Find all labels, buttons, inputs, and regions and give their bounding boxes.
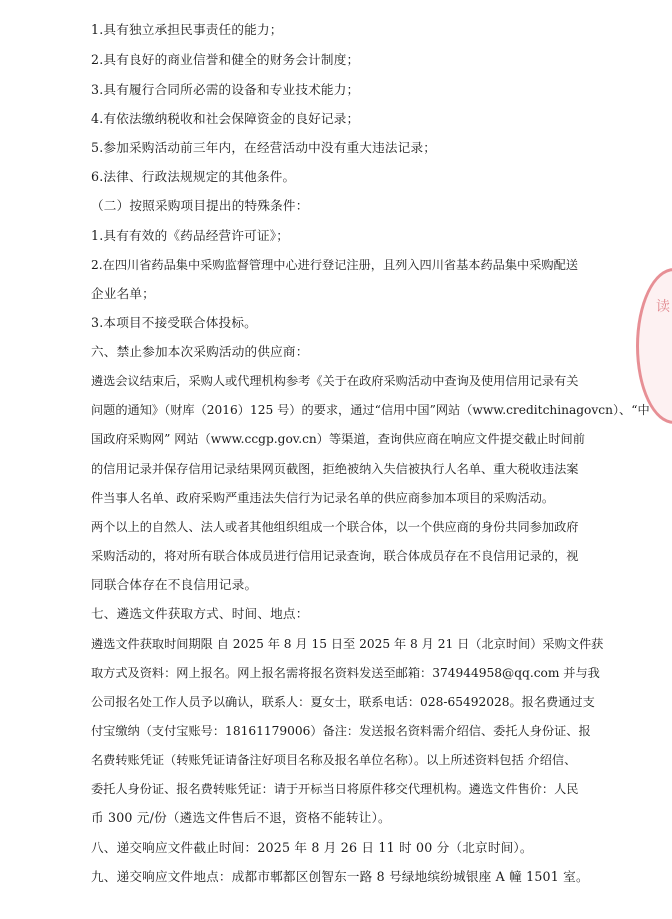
section-seven-para-3: 公司报名处工作人员予以确认，联系人：夏女士，联系电话：028-65492028。报名费通过支 [91,695,595,709]
special-condition-3: 3.本项目不接受联合体投标。 [91,315,257,330]
section-six-para-2: 问题的通知》（财库（2016）125 号）的要求，通过“信用中国”网站（www.creditchinagovcn）、“中 [91,403,650,417]
consortium-para-3: 同联合体存在不良信用记录。 [91,577,258,592]
section-seven-heading: 七、遴选文件获取方式、时间、地点： [91,606,309,621]
section-six-para-4: 的信用记录并保存信用记录结果网页截图，拒绝被纳入失信被执行人名单、重大税收违法案 [91,462,579,476]
section-seven-para-4: 付宝缴纳（支付宝账号：18161179006）备注：发送报名资料需介绍信、委托人身份证、报 [91,724,591,738]
requirement-6: 6.法律、行政法规规定的其他条件。 [91,169,296,184]
section-six-para-3: 国政府采购网” 网站（www.ccgp.gov.cn）等渠道，查询供应商在响应文件提交截止时间前 [91,432,585,446]
section-seven-para-6: 委托人身份证、报名费转账凭证：请于开标当日将原件移交代理机构。遴选文件售价：人民 [91,782,579,796]
consortium-para-2: 采购活动的，将对所有联合体成员进行信用记录查询，联合体成员存在不良信用记录的，视 [91,549,579,563]
section-six-heading: 六、禁止参加本次采购活动的供应商： [91,344,309,359]
special-conditions-heading: （二）按照采购项目提出的特殊条件： [91,198,309,213]
section-eight-deadline: 八、递交响应文件截止时间：2025 年 8 月 26 日 11 时 00 分（北京时间）。 [91,840,533,855]
section-seven-para-7: 币 300 元/份（遴选文件售后不退，资格不能转让）。 [91,810,391,825]
seal-character: 读 [656,299,670,315]
requirement-1: 1.具有独立承担民事责任的能力； [91,22,283,37]
requirement-3: 3.具有履行合同所必需的设备和专业技术能力； [91,82,360,97]
requirement-5: 5.参加采购活动前三年内，在经营活动中没有重大违法记录； [91,140,437,155]
section-nine-location: 九、递交响应文件地点：成都市郫都区创智东一路 8 号绿地缤纷城银座 A 幢 1501 室。 [91,869,589,884]
section-six-para-5: 件当事人名单、政府采购严重违法失信行为记录名单的供应商参加本项目的采购活动。 [91,491,555,505]
requirement-2: 2.具有良好的商业信誉和健全的财务会计制度； [91,52,360,67]
section-seven-para-2: 取方式及资料：网上报名。网上报名需将报名资料发送至邮箱：374944958@qq.com 并与我 [91,666,600,680]
section-six-para-1: 遴选会议结束后，采购人或代理机构参考《关于在政府采购活动中查询及使用信用记录有关 [91,374,579,388]
special-condition-2-cont: 企业名单； [91,286,155,301]
section-seven-para-1: 遴选文件获取时间期限 自 2025 年 8 月 15 日至 2025 年 8 月 21 日（北京时间）采购文件获 [91,637,604,651]
consortium-para-1: 两个以上的自然人、法人或者其他组织组成一个联合体，以一个供应商的身份共同参加政府 [91,520,579,534]
special-condition-1: 1.具有有效的《药品经营许可证》； [91,228,290,243]
section-seven-para-5: 名费转账凭证（转账凭证请备注好项目名称及报名单位名称）。以上所述资料包括 介绍信、 [91,753,577,767]
special-condition-2: 2.在四川省药品集中采购监督管理中心进行登记注册，且列入四川省基本药品集中采购配送 [91,258,578,272]
requirement-4: 4.有依法缴纳税收和社会保障资金的良好记录； [91,111,360,126]
